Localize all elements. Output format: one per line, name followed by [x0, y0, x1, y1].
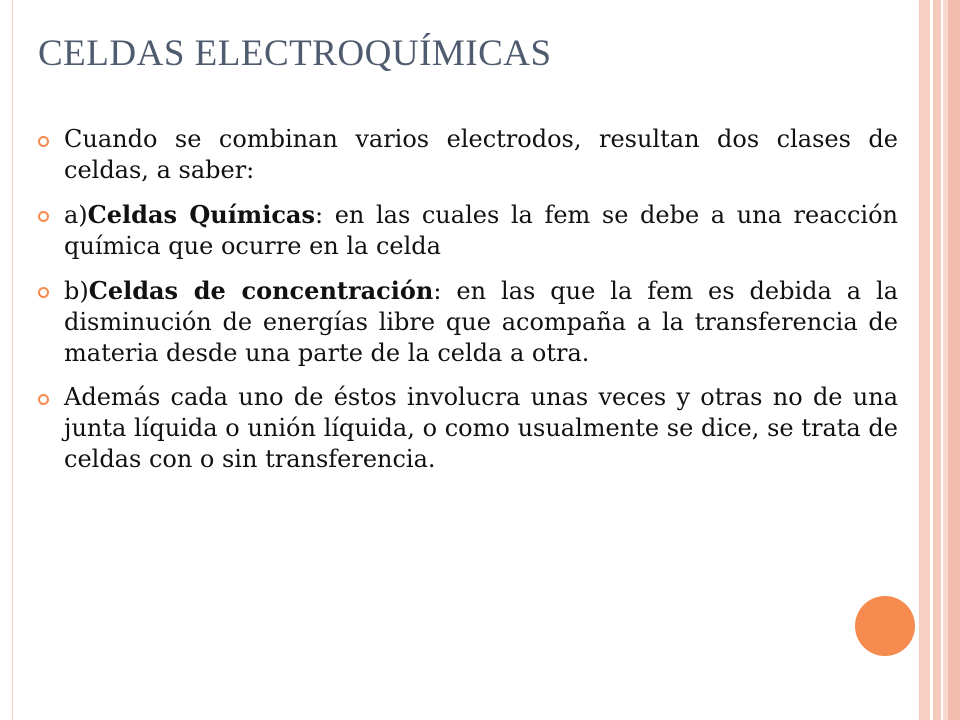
- bullet-term: Celdas Químicas: [87, 200, 315, 229]
- bullet-icon: [38, 136, 49, 147]
- bullet-list: [38, 124, 898, 488]
- bullet-prefix: b): [64, 277, 89, 305]
- bullet-text: Además cada uno de éstos involucra unas veces y otras no de una junta líquida o unión líquida, o como usualmente se dice, se trata de celdas con o sin transferencia.: [64, 383, 898, 473]
- bullet-text: : en las que la fem es debida a la disminución de energías libre que acompaña a la transferencia de materia desde una parte de la celda a otra.: [64, 277, 899, 367]
- bullet-text: Cuando se combinan varios electrodos, resultan dos clases de celdas, a saber:: [64, 125, 898, 184]
- bullet-term: Celdas de concentración: [88, 276, 434, 305]
- decorative-side-stripes: [920, 0, 960, 720]
- bullet-text: : en las cuales la fem se debe a una reacción química que ocurre en la celda: [64, 201, 898, 260]
- bullet-prefix: a): [64, 201, 88, 229]
- bullet-icon: [38, 394, 49, 405]
- bullet-item: [38, 382, 898, 475]
- bullet-icon: [38, 211, 49, 222]
- decorative-circle: [855, 596, 915, 656]
- slide-title: CELDAS ELECTROQUÍMICAS: [38, 33, 552, 74]
- bullet-item: [38, 199, 898, 262]
- bullet-item: [38, 275, 898, 369]
- bullet-icon: [38, 287, 49, 298]
- bullet-item: [38, 124, 898, 186]
